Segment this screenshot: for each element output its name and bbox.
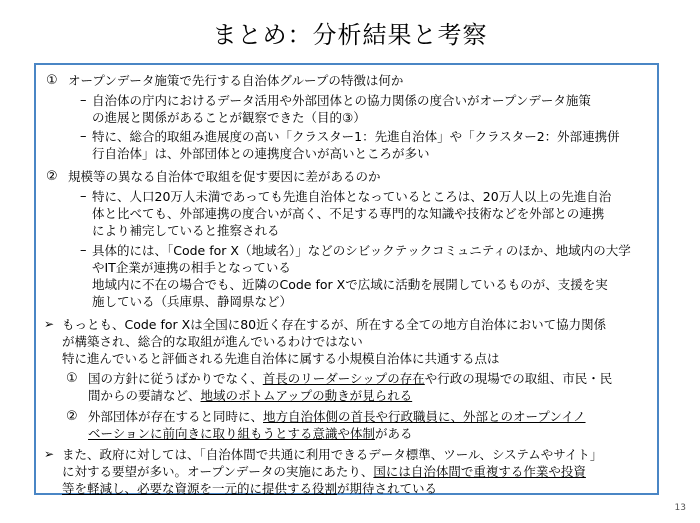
sub1-line2 bbox=[88, 387, 612, 404]
q1-b2-line1: 特に、総合的取組み進展度の高い「クラスター1：先進自治体」や「クラスター2：外部連携併 bbox=[92, 129, 620, 144]
q2-b2-line2: やIT企業が連携の相手となっている bbox=[92, 260, 291, 275]
q2-b1-line3: により補完していると推察される bbox=[92, 223, 280, 238]
q1-b1-dash: – bbox=[80, 93, 87, 108]
q2-b1-text bbox=[92, 188, 611, 239]
sub1-text bbox=[88, 370, 612, 404]
point1-line1: もっとも、Code for Xは全国に80近く存在するが、所在する全ての地方自治体において協力関係 bbox=[62, 317, 607, 332]
point2-line3-underlined: 等を軽減し、必要な資源を一元的に提供する役割 bbox=[62, 481, 338, 496]
sub2-line2-b: がある bbox=[375, 426, 413, 441]
point2-line3 bbox=[62, 480, 602, 497]
sub2-line2-underlined: ベーションに前向きに取り組もうとする意識や体制 bbox=[88, 426, 376, 441]
sub1-line1-underlined: 首長のリーダーシップの存在 bbox=[262, 371, 425, 386]
q1-b1-line2: の進展と関係があることが観察できた（目的③） bbox=[92, 110, 366, 125]
q2-b2-line4: 施している（兵庫県、静岡県など） bbox=[92, 294, 293, 309]
q1-b1-line1: 自治体の庁内におけるデータ活用や外部団体との協力関係の度合いがオープンデータ施策 bbox=[92, 93, 591, 108]
page-title: まとめ：分析結果と考察 bbox=[212, 21, 488, 49]
q2-marker: ② bbox=[46, 169, 58, 184]
q1-b1-text bbox=[92, 92, 591, 126]
point1-arrow-icon: ➢ bbox=[44, 317, 55, 331]
sub1-line2-a: 間からの要請など、 bbox=[88, 388, 201, 403]
sub2-line2 bbox=[88, 425, 586, 442]
sub2-line1 bbox=[88, 408, 586, 425]
q1-marker: ① bbox=[46, 73, 58, 88]
sub2-line1-underlined: 地方自治体側の首長や行政職員に、外部とのオープンイノ bbox=[263, 409, 586, 424]
sub2-text bbox=[88, 408, 586, 442]
q1-b2-dash: – bbox=[80, 129, 87, 144]
q2-b1-line2: 体と比べても、外部連携の度合いが高く、不足する専門的な知識や技術などを外部との連携 bbox=[92, 206, 605, 221]
sub2-marker: ② bbox=[66, 409, 78, 424]
sub1-marker: ① bbox=[66, 371, 78, 386]
point2-line1: また、政府に対しては、「自治体間で共通に利用できるデータ標準、ツール、システムやサイト」 bbox=[62, 447, 603, 462]
point1-line2: が構築され、総合的な取組が進んでいるわけではない bbox=[62, 334, 363, 349]
q2-b2-text bbox=[92, 242, 631, 310]
q2-b2-line3: 地域内に不在の場合でも、近隣のCode for Xで広域に活動を展開しているものが、支援を実 bbox=[92, 277, 608, 292]
q1-b2-text bbox=[92, 128, 620, 162]
sub1-line1-a: 国の方針に従うばかりでなく、 bbox=[88, 371, 263, 386]
sub1-line2-underlined: 地域のボトムアップの動きが見られる bbox=[200, 388, 413, 403]
sub1-line1-b: や行政の現場での取組、市民・民 bbox=[424, 371, 613, 386]
q2-b2-line1: 具体的には、「Code for X（地域名）」などのシビックテックコミュニティのほか、地域内の大学 bbox=[92, 243, 631, 258]
page-number: 13 bbox=[674, 503, 686, 513]
q1-heading: オープンデータ施策で先行する自治体グループの特徴は何か bbox=[68, 73, 404, 88]
point2-line2-a: に対する要望が多い。オープンデータの実施にあたり、 bbox=[62, 464, 374, 479]
sub1-line1 bbox=[88, 370, 612, 387]
q2-b1-dash: – bbox=[80, 189, 87, 204]
point2-text bbox=[62, 446, 602, 497]
point2-line2 bbox=[62, 463, 602, 480]
point2-arrow-icon: ➢ bbox=[44, 447, 55, 461]
point1-line3: 特に進んでいると評価される先進自治体に属する小規模自治体に共通する点は bbox=[62, 351, 500, 366]
q2-b2-dash: – bbox=[80, 243, 87, 258]
point1-text bbox=[62, 316, 606, 367]
q2-heading: 規模等の異なる自治体で取組を促す要因に差があるのか bbox=[68, 169, 381, 184]
point2-line3-b: が期待されている bbox=[337, 481, 438, 496]
point2-line2-underlined: 国には自治体間で重複する作業や投資 bbox=[373, 464, 586, 479]
sub2-line1-a: 外部団体が存在すると同時に、 bbox=[88, 409, 264, 424]
q1-b2-line2: 行自治体」は、外部団体との連携度合いが高いところが多い bbox=[92, 146, 430, 161]
q2-b1-line1: 特に、人口20万人未満であっても先進自治体となっているところは、20万人以上の先進自治 bbox=[92, 189, 612, 204]
